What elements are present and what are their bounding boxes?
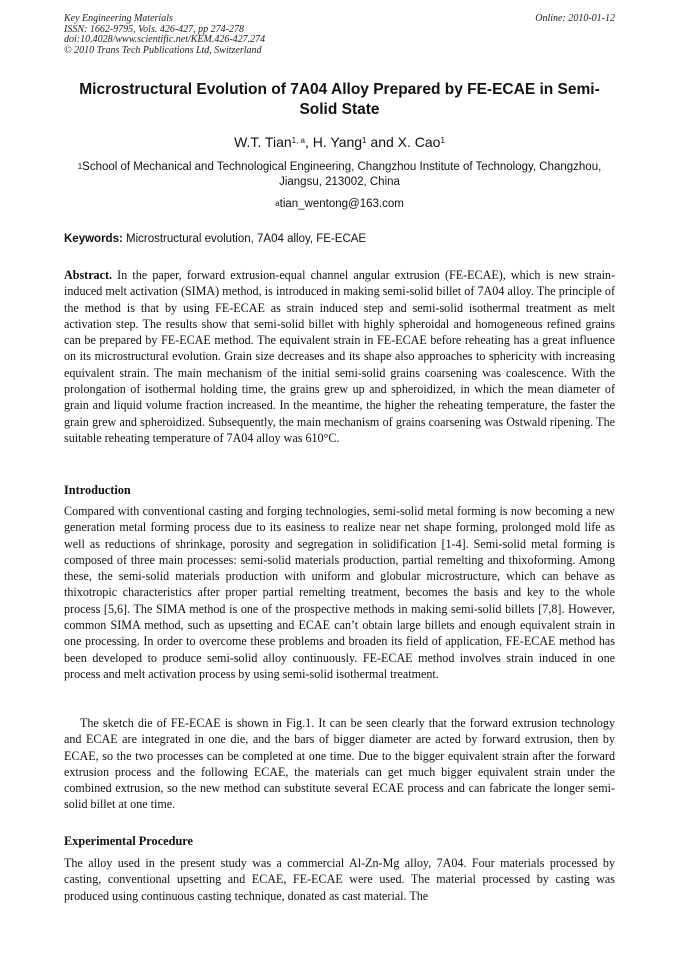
journal-issn: ISSN: 1662-9795, Vols. 426-427, pp 274-278: [64, 23, 244, 35]
section-heading-introduction: Introduction: [64, 483, 131, 497]
experimental-paragraph-1: The alloy used in the present study was a commercial Al-Zn-Mg alloy, 7A04. Four materials processed by casting, conventional upsetting and ECAE, FE-ECAE were used. The material processed by casting was produced using continuous casting technique, donated as cast material. The: [64, 856, 615, 903]
journal-copyright: © 2010 Trans Tech Publications Ltd, Switzerland: [64, 44, 262, 56]
author-separator: ,: [304, 134, 313, 150]
email-marker: a: [275, 199, 280, 208]
section-heading-experimental: Experimental Procedure: [64, 834, 193, 848]
abstract-text: In the paper, forward extrusion-equal channel angular extrusion (FE-ECAE), which is new strain-induced melt activation (SIMA) method, is introduced in making semi-solid billet of 7A04 alloy. The principle of the method is that by using FE-ECAE as strain induced step and semi-solid isothermal treatment as melt activation step. The results show that semi-solid billet with highly spheroidal and homogeneous refined grains can be prepared by FE-ECAE method. The equivalent strain in FE-ECAE before reheating has a great influence on its microstructural evolution. Grain size decreases and its shape also approaches to sphericity with increasing equivalent strain. The main mechanism of the initial semi-solid grains coarsening was coalescence. With the prolongation of isothermal holding time, the grains grew up and spheroidized, in which the mean diameter of grain and liquid volume fraction increased. In the meantime, the higher the reheating temperature, the faster the grain grew and spheroidized. Subsequently, the main mechanism of grains coarsening was Ostwald ripening. The suitable reheating temperature of 7A04 alloy was 610°C.: [64, 268, 615, 445]
affiliation: [64, 160, 615, 190]
affiliation-marker: 1: [77, 162, 83, 171]
abstract-label: Abstract.: [64, 268, 113, 282]
introduction-paragraph-2: The sketch die of FE-ECAE is shown in Fig.1. It can be seen clearly that the forward extrusion technology and ECAE are integrated in one die, and the bars of bigger diameter are acted by forward extrusion, then by ECAE, so the two processes can be completed at one time. Due to the bigger equivalent strain after the forward extrusion process and the following ECAE, the materials can get much bigger equivalent strain under the combined extrusion, so the new method can substitute several ECAE process and can fabricate the longer semi-solid billet at one time.: [64, 716, 615, 812]
keywords: [64, 232, 615, 247]
author-list: [64, 133, 615, 151]
author-affiliation-marker: 1: [440, 136, 445, 145]
author-separator: and: [366, 134, 398, 150]
journal-doi: doi:10.4028/www.scientific.net/KEM.426-427.274: [64, 34, 266, 45]
author-name: X. Cao: [397, 134, 441, 150]
paper-title: Microstructural Evolution of 7A04 Alloy Prepared by FE-ECAE in Semi-Solid State: [79, 81, 600, 118]
author-email: [64, 197, 615, 212]
keywords-label: Keywords:: [64, 233, 123, 245]
introduction-paragraph-1: Compared with conventional casting and forging technologies, semi-solid metal forming is now becoming a new generation metal forming process due to its easiness to realize near net shape forming, prolonged mold life as well as reductions of shrinkage, porosity and segregation in solidification [1-4]. Semi-solid metal forming is composed of three main processes: semi-solid materials production, partial remelting and thixoforming. Among these, the semi-solid materials production with uniform and globular microstructure, which can behave as thixotropic characteristics after proper partial remelting treatment, becomes the basis and key to the whole process [5,6]. The SIMA method is one of the prospective methods in making semi-solid billets [7,8]. However, common SIMA method, such as upsetting and ECAE can’t obtain large billets and enough equivalent strain in one processing. In order to overcome these problems and broaden its field of application, FE-ECAE method has been developed to produce semi-solid alloy continuously. FE-ECAE method involves strain induced in one process and melt activation process by using semi-solid isothermal treatment.: [64, 504, 615, 681]
author-affiliation-marker: 1: [362, 136, 367, 145]
author-affiliation-marker: 1, a: [291, 136, 305, 145]
online-date: Online: 2010-01-12: [535, 13, 615, 24]
keywords-text: Microstructural evolution, 7A04 alloy, FE-ECAE: [122, 233, 367, 245]
journal-name: Key Engineering Materials: [64, 13, 173, 24]
author-name: W.T. Tian: [234, 134, 292, 150]
email-address[interactable]: tian_wentong@163.com: [279, 198, 404, 210]
journal-header: [64, 14, 615, 56]
author-name: H. Yang: [312, 134, 363, 150]
abstract: [64, 267, 615, 446]
affiliation-text: School of Mechanical and Technological Engineering, Changzhou Institute of Technology, Changzhou, Jiangsu, 213002, China: [82, 161, 602, 188]
